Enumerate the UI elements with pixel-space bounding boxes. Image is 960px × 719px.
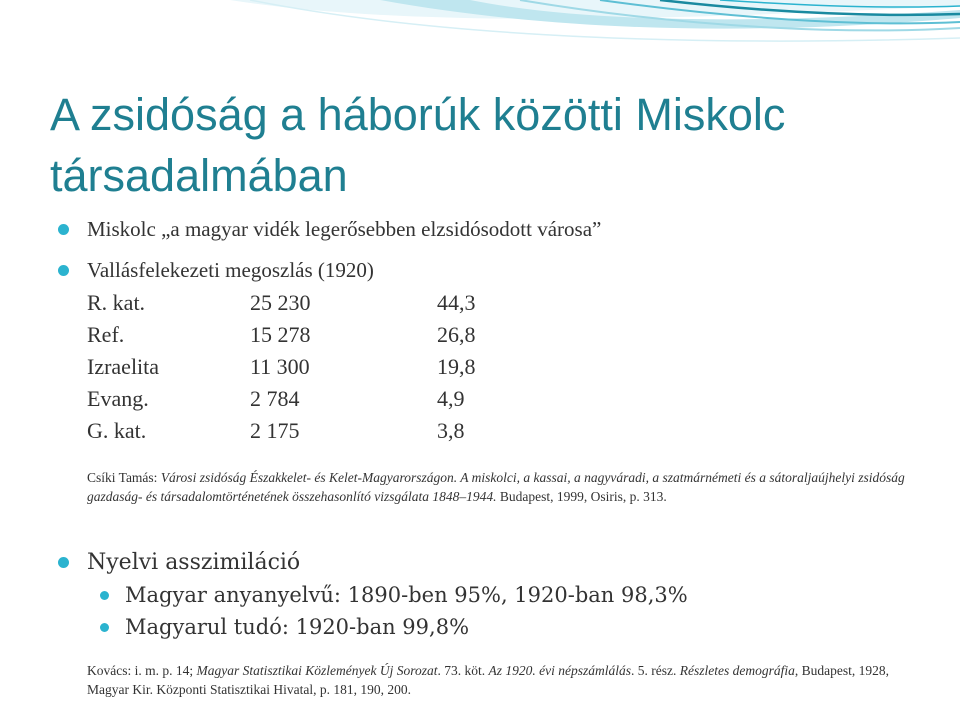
citation-work: Magyar Statisztikai Közlemények Új Sorozat	[196, 663, 438, 678]
citation-part: . 5. rész.	[631, 663, 680, 678]
citation-author: Csíki Tamás:	[87, 470, 161, 485]
table-row	[87, 319, 517, 351]
sub-bullet-item	[100, 615, 469, 639]
religion-percent: 4,9	[437, 386, 465, 411]
bullet-text: Vallásfelekezeti megoszlás (1920)	[87, 258, 374, 282]
religion-percent: 44,3	[437, 290, 476, 315]
citation-work: Részletes demográfia	[679, 663, 795, 678]
citation-work: Városi zsidóság Északkelet- és Kelet-Magyarországon. A miskolci, a kassai, a nagyváradi, a szatmárnémeti és a sátoraljaújhelyi zsidóság gazdaság- és társadalomtörténetének összehasonlító vizsgálata 1848–1944.	[87, 470, 905, 504]
table-row	[87, 415, 517, 447]
bullet-dot-icon	[100, 591, 109, 600]
religion-count: 2 175	[250, 418, 300, 443]
religion-percent: 26,8	[437, 322, 476, 347]
religion-name: G. kat.	[87, 418, 147, 443]
table-row	[87, 351, 517, 383]
sub-bullet-item	[100, 583, 688, 607]
title-line-2: társadalmában	[50, 150, 348, 201]
religion-count: 25 230	[250, 290, 311, 315]
table-row	[87, 287, 517, 319]
religion-table	[87, 287, 517, 447]
religion-count: 2 784	[250, 386, 300, 411]
bullet-dot-icon	[58, 224, 69, 235]
header-swoosh-decoration	[0, 0, 960, 90]
section-heading	[58, 550, 300, 575]
table-row	[87, 383, 517, 415]
bullet-dot-icon	[58, 265, 69, 276]
religion-percent: 3,8	[437, 418, 465, 443]
citation-rest: Budapest, 1999, Osiris, p. 313.	[496, 489, 667, 504]
bullet-dot-icon	[58, 557, 69, 568]
bullet-item	[58, 258, 374, 283]
bullet-text: Miskolc „a magyar vidék legerősebben elzsidósodott városa”	[87, 217, 602, 241]
religion-name: Izraelita	[87, 354, 160, 379]
section-heading-text: Nyelvi asszimiláció	[87, 550, 301, 575]
citation	[87, 468, 917, 506]
religion-count: 15 278	[250, 322, 311, 347]
citation	[87, 661, 917, 699]
citation-rest: , Budapest, 1928, Magyar Kir. Központi Statisztikai Hivatal, p. 181, 190, 200.	[87, 663, 889, 697]
religion-name: Ref.	[87, 322, 125, 347]
citation-work: Az 1920. évi népszámlálás	[488, 663, 631, 678]
bullet-item	[58, 217, 601, 242]
citation-part: . 73. köt.	[437, 663, 489, 678]
page-title	[50, 84, 930, 206]
sub-bullet-text: Magyarul tudó: 1920-ban 99,8%	[125, 615, 470, 639]
religion-percent: 19,8	[437, 354, 476, 379]
citation-author: Kovács: i. m. p. 14;	[87, 663, 197, 678]
religion-name: Evang.	[87, 386, 149, 411]
bullet-dot-icon	[100, 623, 109, 632]
title-line-1: A zsidóság a háborúk közötti Miskolc	[50, 89, 786, 140]
religion-count: 11 300	[250, 354, 310, 379]
religion-name: R. kat.	[87, 290, 146, 315]
sub-bullet-text: Magyar anyanyelvű: 1890-ben 95%, 1920-ban 98,3%	[125, 583, 688, 607]
